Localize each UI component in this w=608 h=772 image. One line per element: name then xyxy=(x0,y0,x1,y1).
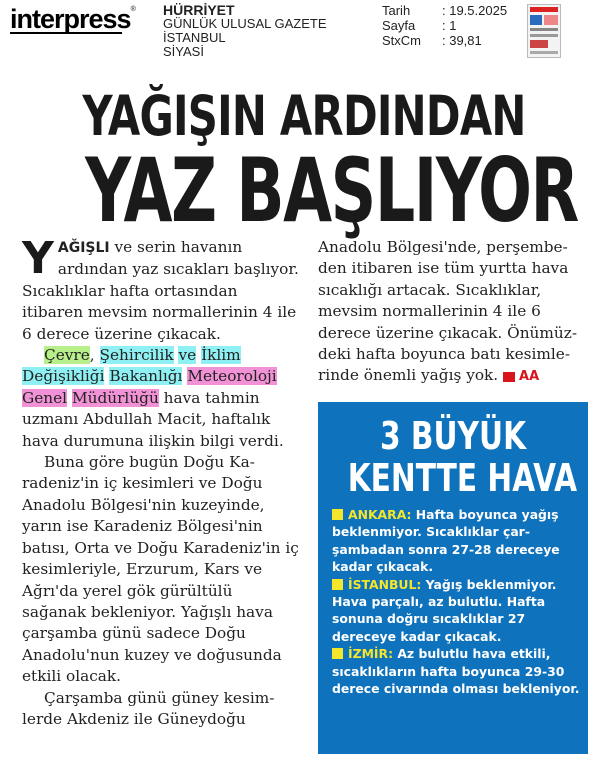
sidebar-body xyxy=(332,506,582,697)
publication-name: HÜRRİYET xyxy=(163,2,235,18)
publication-type: GÜNLÜK ULUSAL GAZETE xyxy=(163,16,327,31)
article-paragraph-4-start: Çarşamba günü güney kesimlerde Akdeniz ile Güneydoğu xyxy=(22,688,275,728)
field-page: Sayfa : 1 xyxy=(382,18,457,33)
highlight-ve: ve xyxy=(178,346,197,365)
highlight-meteoroloji: Meteoroloji Genel xyxy=(22,367,277,407)
sidebar-title-line-1: 3 BÜYÜK xyxy=(379,414,527,458)
article-column-2 xyxy=(318,237,588,388)
yellow-square-icon xyxy=(332,648,343,659)
publication-info xyxy=(163,3,327,59)
page-thumbnail[interactable] xyxy=(527,4,561,58)
sidebar-item-izmir: İZMİR: Az bulutlu hava etkili, sıcaklıkların hafta boyunca 29-30 derece civarında olması bekleniyor. xyxy=(332,646,580,697)
source-tag: AA xyxy=(503,369,539,384)
sidebar-title-line-2: KENTTE HAVA xyxy=(347,456,578,500)
highlight-sehircilik: Şehircilik xyxy=(99,346,174,365)
yellow-square-icon xyxy=(332,509,343,520)
headline-line-1: YAĞIŞIN ARDINDAN xyxy=(82,84,526,148)
publication-section: SİYASİ xyxy=(163,44,204,59)
publication-city: İSTANBUL xyxy=(163,30,226,45)
drop-cap: Y xyxy=(22,233,54,284)
article-column-1 xyxy=(22,233,300,730)
weather-sidebar-box xyxy=(318,402,588,754)
sidebar-item-istanbul: İSTANBUL: Yağış beklenmiyor. Hava parçalı, az bulutlu. Hafta sonuna doğru sıcaklıklar 27 dereceye kadar çıkacak. xyxy=(332,576,557,644)
article-paragraph-3: Buna göre bugün Doğu Karadeniz'in iç kesimleri ve Doğu Anadolu Bölgesi'nin kuzeyinde, yarın ise Karadeniz Bölgesi'nin batısı, Orta ve Doğu Karadeniz'in iç kesimleriyle, Erzurum, Kars ve Ağrı'da yerel gök gürültülü sağanak bekleniyor. Yağışlı hava çarşamba günü sadece Doğu Anadolu'nun kuzey ve doğusunda etkili olacak. xyxy=(22,453,299,686)
lead-word: AĞIŞLI xyxy=(57,240,110,256)
field-stxcm: StxCm : 39,81 xyxy=(382,33,482,48)
sidebar-item-ankara: ANKARA: Hafta boyunca yağış beklenmiyor. Sıcaklıklar çarşambadan sonra 27-28 dereceye kadar çıkacak. xyxy=(332,507,560,575)
highlight-bakanligi: Bakanlığı xyxy=(109,367,183,386)
article-paragraph-2: Çevre, Şehircilik ve İklim Değişikliği Bakanlığı Meteoroloji Genel Müdürlüğü hava tahmin uzmanı Abdullah Macit, haftalık hava durumuna ilişkin bilgi verdi. xyxy=(22,346,284,450)
interpress-logo: interpress® xyxy=(10,4,135,34)
clipping-fields xyxy=(382,3,512,48)
headline-line-2: YAZ BAŞLIYOR xyxy=(85,139,578,242)
clipping-header xyxy=(0,0,608,70)
source-square-icon xyxy=(503,372,515,382)
registered-mark: ® xyxy=(130,6,135,13)
highlight-cevre: Çevre xyxy=(44,346,90,365)
field-date: Tarih : 19.5.2025 xyxy=(382,3,508,18)
highlight-mudurlugu: Müdürlüğü xyxy=(71,388,159,407)
yellow-square-icon xyxy=(332,579,343,590)
article-paragraph-4-end: Anadolu Bölgesi'nde, perşembeden itibaren ise tüm yurtta hava sıcaklığı artacak. Sıcaklıklar, mevsim normallerinin 4 ile 6 derece üzerine çıkacak. Önümüzdeki hafta boyunca batı kesimlerinde önemli yağış yok. AA xyxy=(318,238,577,385)
article-paragraph-1: YAĞIŞLI ve serin havanın ardından yaz sıcakları başlıyor. Sıcaklıklar hafta ortasından itibaren mevsim normallerinin 4 ile 6 derece üzerine çıkacak. xyxy=(22,233,299,343)
highlight-iklim: İklim Değişikliği xyxy=(22,346,241,386)
